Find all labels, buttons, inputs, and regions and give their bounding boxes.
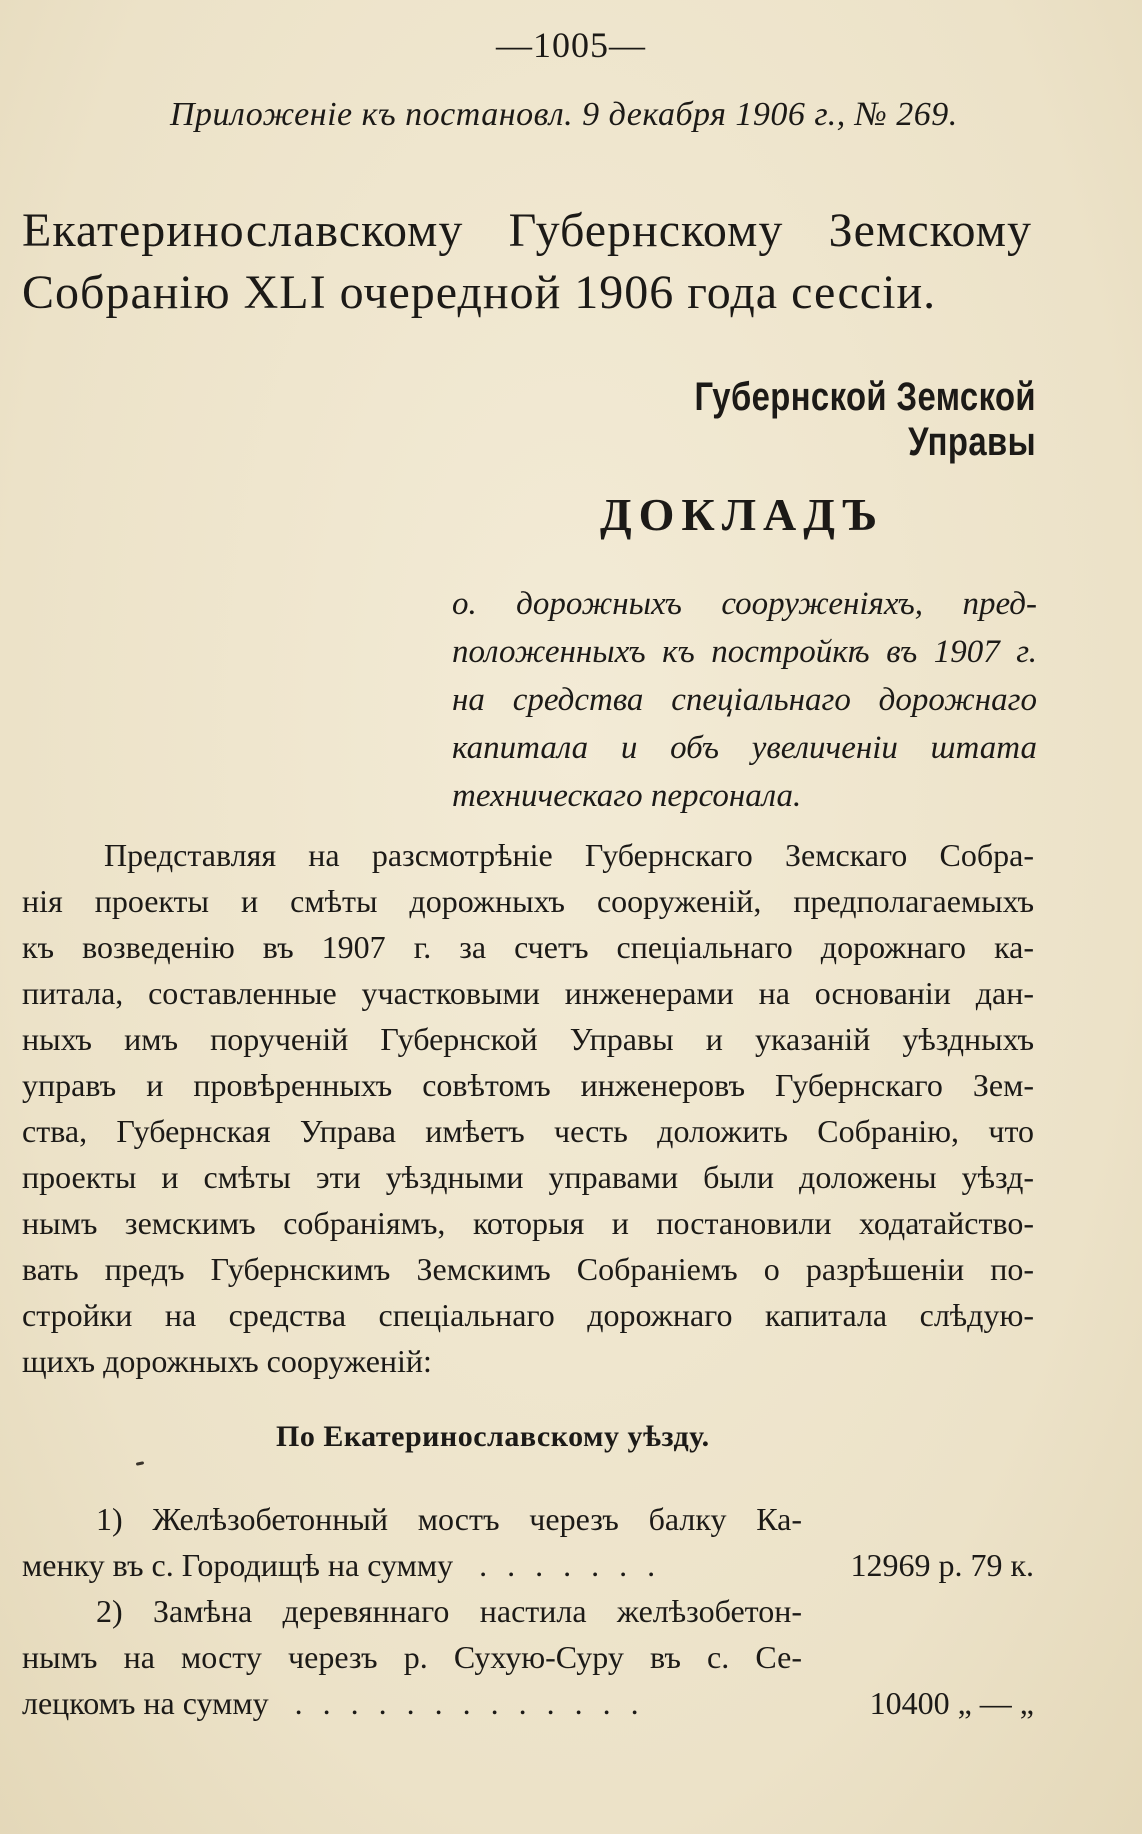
page-number: —1005— bbox=[496, 25, 646, 65]
subject-line: о. дорожныхъ сооруженіяхъ, пред- bbox=[452, 586, 1037, 622]
leader-dots: . . . . . . . . . . . . . bbox=[294, 1685, 645, 1721]
addressee-line: Екатеринославскому Губернскому Земскому bbox=[22, 204, 1032, 257]
appendix-reference: Приложеніе къ постановл. 9 декабря 1906 г., № 269. bbox=[170, 96, 958, 133]
item-amount: 10400 „ — „ bbox=[869, 1685, 1034, 1721]
report-subject bbox=[452, 580, 1037, 820]
item-amount: 12969 р. 79 к. bbox=[850, 1547, 1034, 1583]
body-line: къ возведенію въ 1907 г. за счетъ спеціальнаго дорожнаго ка- bbox=[22, 929, 1034, 965]
body-line: ства, Губернская Управа имѣетъ честь доложить Собранію, что bbox=[22, 1113, 1034, 1149]
body-line: проекты и смѣты эти уѣздными управами были доложены уѣзд- bbox=[22, 1159, 1034, 1195]
list-item bbox=[22, 1588, 1034, 1726]
subject-line: техническаго персонала. bbox=[452, 778, 802, 814]
body-line: вать предъ Губернскимъ Земскимъ Собраніемъ о разрѣшеніи по- bbox=[22, 1251, 1034, 1287]
item-text-last-line bbox=[22, 1680, 645, 1726]
leader-dots: . . . . . . . bbox=[479, 1547, 662, 1583]
item-text-line: 1) Желѣзобетонный мостъ черезъ балку Ка- bbox=[96, 1501, 802, 1537]
body-line: стройки на средства спеціальнаго дорожнаго капитала слѣдую- bbox=[22, 1297, 1034, 1333]
subject-line: на средства спеціальнаго дорожнаго bbox=[452, 682, 1037, 718]
district-heading: По Екатеринославскому уѣзду. bbox=[276, 1420, 710, 1453]
subject-line: капитала и объ увеличеніи штата bbox=[452, 730, 1037, 766]
addressee-heading bbox=[22, 200, 1032, 324]
item-text-line: менку въ с. Городищѣ на сумму bbox=[22, 1547, 454, 1583]
body-line: управъ и провѣренныхъ совѣтомъ инженеровъ Губернскаго Зем- bbox=[22, 1067, 1034, 1103]
body-line: питала, составленные участковыми инженерами на основаніи дан- bbox=[22, 975, 1034, 1011]
item-text-line: 2) Замѣна деревяннаго настила желѣзобетон- bbox=[96, 1593, 802, 1629]
body-line: ныхъ имъ порученій Губернской Управы и указаній уѣздныхъ bbox=[22, 1021, 1034, 1057]
subject-line: положенныхъ къ постройкѣ въ 1907 г. bbox=[452, 634, 1037, 670]
body-line: нымъ земскимъ собраніямъ, которыя и постановили ходатайство- bbox=[22, 1205, 1034, 1241]
addressee-line: Собранію XLI очередной 1906 года сессіи. bbox=[22, 266, 937, 319]
list-item bbox=[22, 1496, 1034, 1588]
item-text-line: лецкомъ на сумму bbox=[22, 1685, 269, 1721]
body-line: щихъ дорожныхъ сооруженій: bbox=[22, 1343, 432, 1379]
board-heading: Губернской Земской Управы bbox=[694, 375, 1036, 464]
item-text-last-line bbox=[22, 1542, 661, 1588]
report-title: ДОКЛАДЪ bbox=[600, 489, 885, 540]
body-line: Представляя на разсмотрѣніе Губернскаго Земскаго Собра- bbox=[104, 837, 1034, 873]
body-paragraph bbox=[22, 832, 1034, 1384]
ink-speck bbox=[136, 1461, 144, 1466]
item-text-line: нымъ на мосту черезъ р. Сухую-Суру въ с. Се- bbox=[22, 1639, 802, 1675]
body-line: нія проекты и смѣты дорожныхъ сооруженій, предполагаемыхъ bbox=[22, 883, 1034, 919]
